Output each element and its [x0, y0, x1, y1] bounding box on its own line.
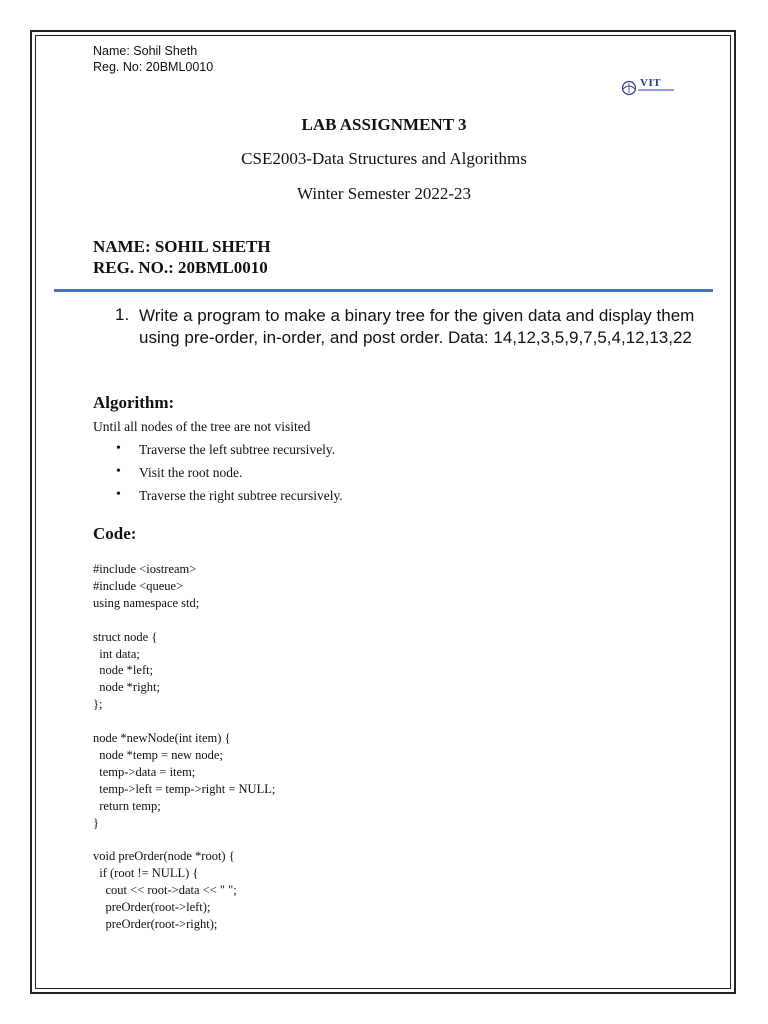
algorithm-step: Visit the root node.: [139, 465, 243, 480]
vit-logo: [620, 77, 676, 96]
section-divider: [54, 289, 713, 292]
bullet-icon: •: [116, 464, 121, 479]
header-reg-no: Reg. No: 20BML0010: [93, 60, 214, 74]
bullet-icon: •: [116, 487, 121, 502]
logo-text: VIT: [640, 77, 662, 89]
course-title: CSE2003-Data Structures and Algorithms: [241, 149, 527, 168]
student-reg-no: REG. NO.: 20BML0010: [93, 258, 268, 277]
logo-underline: [638, 89, 674, 91]
header-name: Name: Sohil Sheth: [93, 44, 198, 58]
algorithm-step: Traverse the right subtree recursively.: [139, 488, 343, 503]
code-listing: #include <iostream> #include <queue> using namespace std; struct node { int data; node *left; node *right; }; node *newNode(int item) { node *temp = new node; temp->data = item; temp->left = temp->right = NULL; return temp; } void preOrder(node *root) { if (root != NULL) { cout << root->data << " "; preOrder(root->left); preOrder(root->right);: [93, 562, 276, 932]
assignment-title: LAB ASSIGNMENT 3: [301, 115, 467, 134]
bullet-icon: •: [116, 441, 121, 456]
student-name: NAME: SOHIL SHETH: [93, 237, 271, 256]
algorithm-intro: Until all nodes of the tree are not visited: [93, 419, 311, 434]
vit-emblem-icon: [620, 80, 638, 96]
algorithm-heading: Algorithm:: [93, 393, 175, 412]
algorithm-step: Traverse the left subtree recursively.: [139, 442, 336, 457]
question-number: 1.: [115, 305, 130, 324]
code-heading: Code:: [93, 524, 137, 543]
question-text: Write a program to make a binary tree for the given data and display them using pre-order, in-order, and post order. Data: 14,12,3,5,9,7,5,4,12,13,22: [139, 306, 695, 347]
semester-title: Winter Semester 2022-23: [297, 184, 471, 203]
